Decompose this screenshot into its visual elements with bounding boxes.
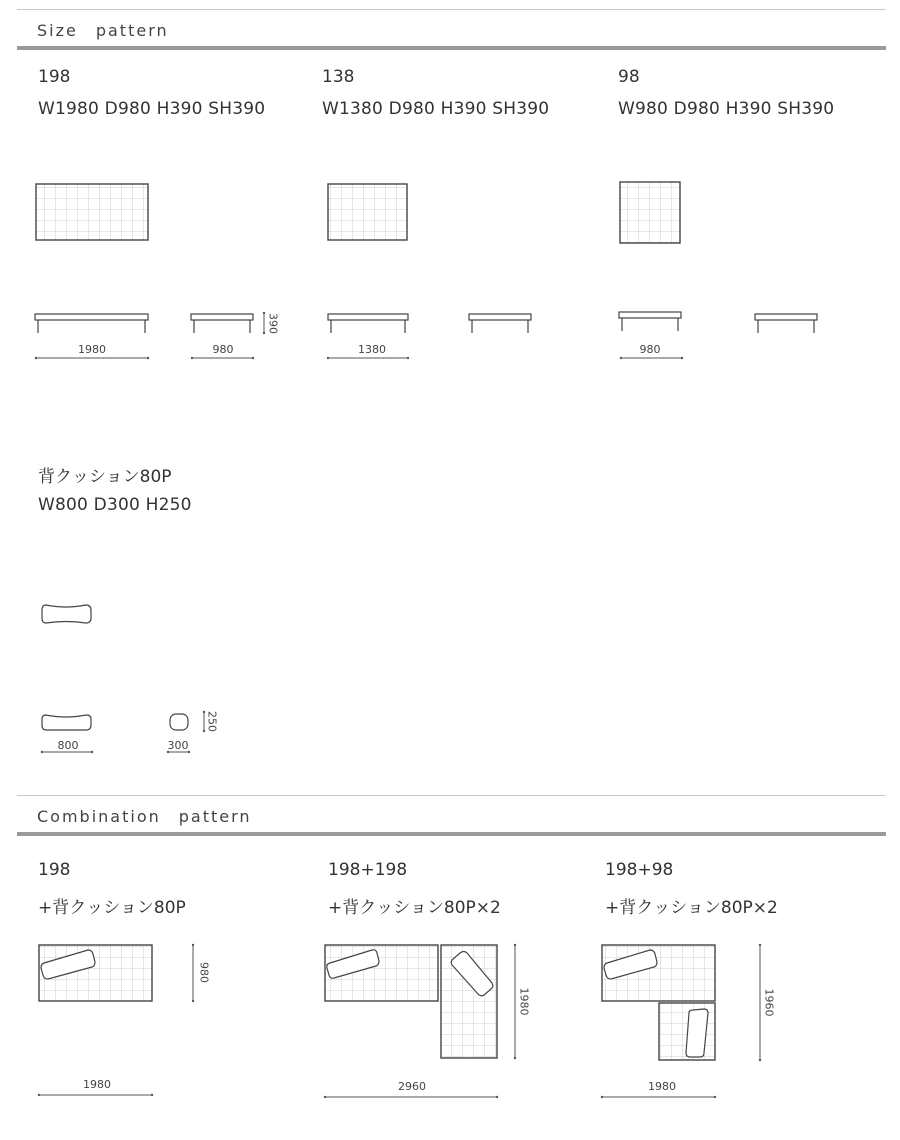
cushion-name: 背クッション80P	[38, 467, 172, 487]
model-198-dims: W1980 D980 H390 SH390	[38, 99, 266, 119]
combo-1-line2: +背クッション80P	[38, 898, 186, 918]
combo-3-width-label: 1980	[648, 1080, 676, 1093]
model-138-side-view	[469, 314, 531, 333]
combo-1-plan	[39, 945, 152, 1001]
model-138-dims: W1380 D980 H390 SH390	[322, 99, 550, 119]
combo-1-width-label: 1980	[83, 1078, 111, 1091]
model-98-dims: W980 D980 H390 SH390	[618, 99, 835, 119]
combo-2-side-label: 1980	[517, 987, 531, 1016]
model-98-side-view	[755, 314, 817, 333]
model-98-name: 98	[618, 67, 640, 87]
combo-2-plan	[325, 945, 497, 1058]
cushion-width-label: 800	[57, 739, 79, 752]
cushion-dims: W800 D300 H250	[38, 495, 192, 515]
model-198-width-label: 1980	[78, 343, 106, 356]
combo-3-line1: 198+98	[605, 860, 674, 880]
model-98-top-view	[620, 182, 680, 243]
combo-1-side-label: 980	[197, 962, 211, 983]
combo-3-line2: +背クッション80P×2	[605, 898, 778, 918]
cushion-top-view	[42, 605, 91, 623]
model-138-top-view	[328, 184, 407, 240]
combo-2-width-label: 2960	[398, 1080, 426, 1093]
model-198-front-view	[35, 314, 148, 333]
combination-section-title: Combination pattern	[37, 807, 252, 826]
model-198-height-label: 390	[266, 313, 280, 334]
model-138-name: 138	[322, 67, 355, 87]
model-198-side-view	[191, 314, 253, 333]
cushion-side-view	[170, 714, 188, 730]
model-98-front-view	[619, 312, 681, 331]
combo-2-line2: +背クッション80P×2	[328, 898, 501, 918]
combo-1-line1: 198	[38, 860, 71, 880]
combo-3-side-label: 1960	[762, 988, 776, 1017]
cushion-height-label: 250	[205, 711, 219, 732]
cushion-drawings	[42, 605, 188, 730]
model-138-width-label: 1380	[358, 343, 386, 356]
cushion-depth-label: 300	[167, 739, 189, 752]
model-198-name: 198	[38, 67, 71, 87]
model-198-top-view	[36, 184, 148, 240]
combo-3-plan	[602, 945, 715, 1060]
model-198-depth-label: 980	[212, 343, 234, 356]
model-98-width-label: 980	[639, 343, 661, 356]
size-section-title: Size pattern	[37, 21, 169, 40]
cushion-front-view	[42, 715, 91, 730]
combo-2-line1: 198+198	[328, 860, 408, 880]
model-138-front-view	[328, 314, 408, 333]
